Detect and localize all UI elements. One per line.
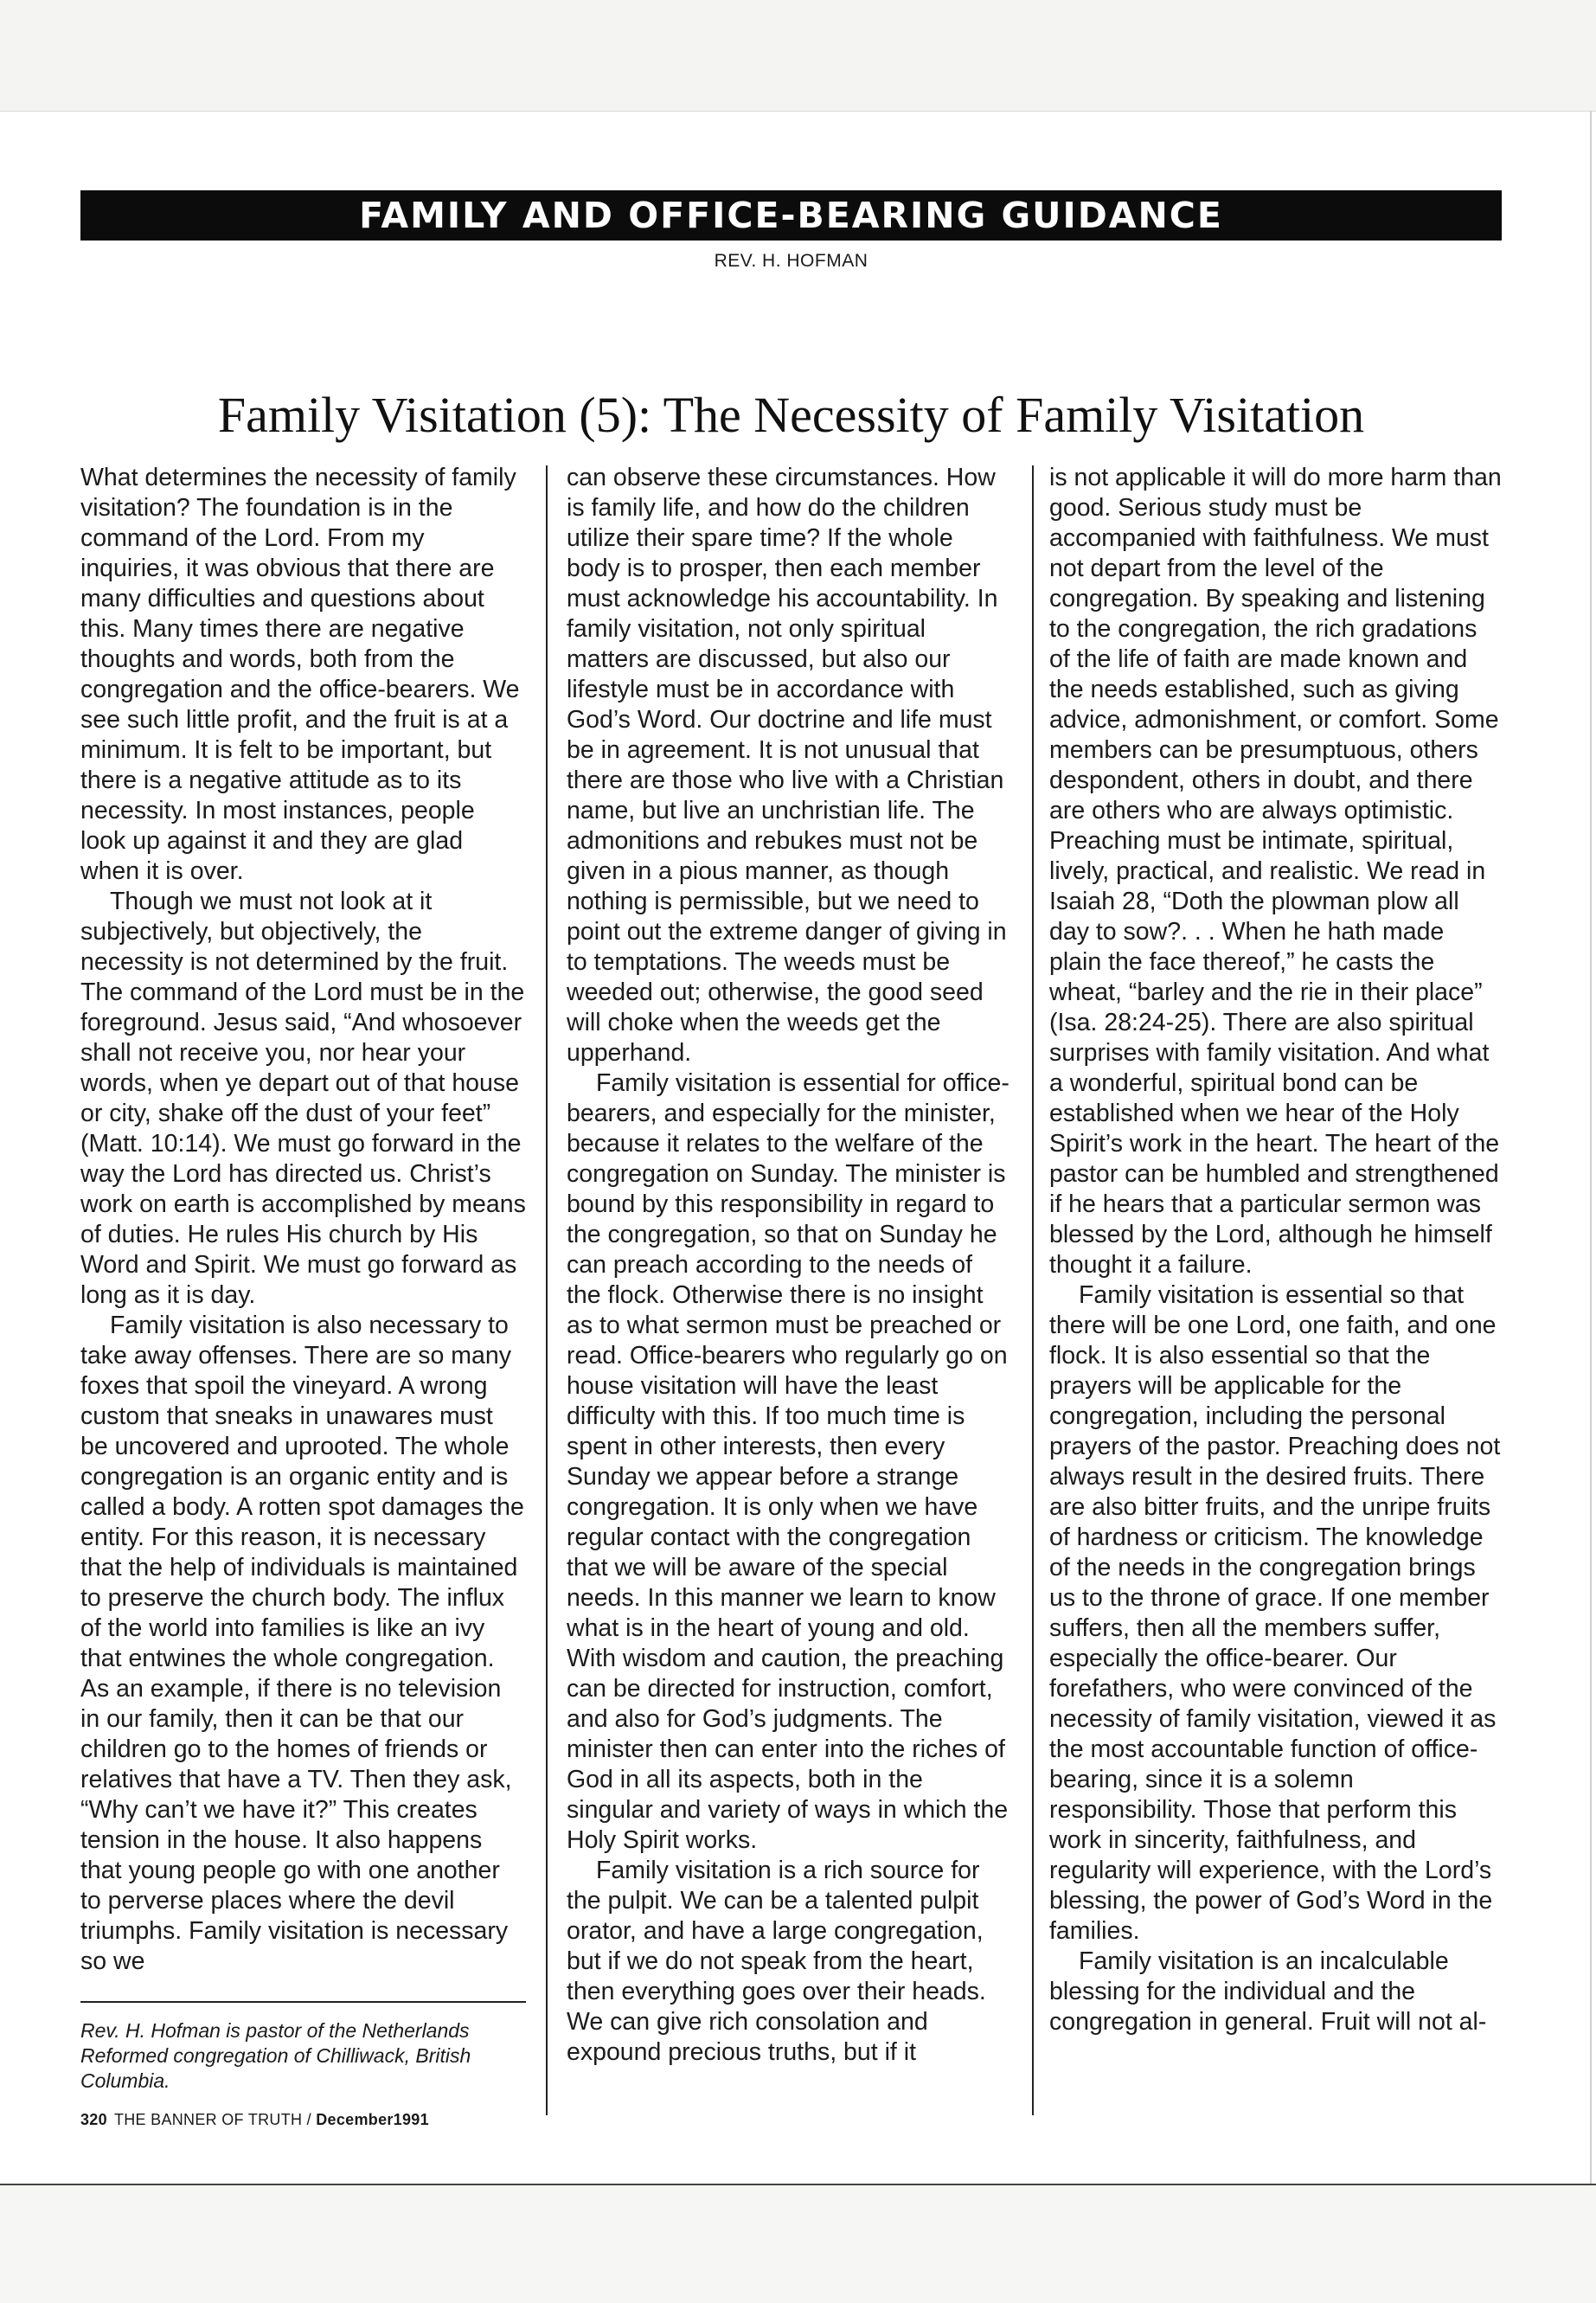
text-column-1 xyxy=(80,463,526,1977)
paragraph: Family visitation is essential so that there will be one Lord, one faith, and one flock. It is also essential so that the prayers will be applicable for the congregation, including the personal prayers of the pastor. Preaching does not always result in the desired fruits. There are also bitter fruits, and the unripe fruits of hardness or criticism. The knowledge of the needs in the congregation brings us to the throne of grace. If one member suffers, then all the members suffer, especially the office-bearer. Our forefathers, who were convinced of the necessity of family visitation, viewed it as the most accountable function of office-bearing, since it is a solemn responsibility. Those that perform this work in sincerity, faithfulness, and regularity will experience, with the Lord’s blessing, the power of God’s Word in the families. xyxy=(1049,1281,1501,1945)
footnote-divider xyxy=(80,2001,526,2003)
column-divider xyxy=(1032,465,1034,2115)
column-divider xyxy=(546,465,548,2115)
paragraph: Family visitation is an incalculable blessing for the individual and the congregation in general. Fruit will not al- xyxy=(1049,1947,1487,2036)
author-footnote: Rev. H. Hofman is pastor of the Netherlands Reformed congregation of Chilliwack, British Columbia. xyxy=(80,2019,471,2092)
paragraph: Family visitation is a rich source for the pulpit. We can be a talented pulpit orator, and have a large congregation, but if we do not speak from the heart, then everything goes over their heads. We can give rich consolation and expound precious truths, but if it xyxy=(567,1857,986,2066)
scan-edge-right xyxy=(1590,111,1592,2184)
scan-margin-bottom xyxy=(0,2184,1596,2303)
page-number: 320 xyxy=(80,2111,107,2128)
paragraph: Though we must not look at it subjectively, but objectively, the necessity is not determined by the fruit. The command of the Lord must be in the foreground. Jesus said, “And whosoever shall not receive you, nor hear your words, when ye depart out of that house or city, shake off the dust of your feet” (Matt. 10:14). We must go forward in the way the Lord has directed us. Christ’s work on earth is accomplished by means of duties. He rules His church by His Word and Spirit. We must go forward as long as it is day. xyxy=(80,888,526,1309)
section-banner: FAMILY AND OFFICE-BEARING GUIDANCE xyxy=(80,190,1502,241)
paragraph: What determines the necessity of family visitation? The foundation is in the command of the Lord. From my inquiries, it was obvious that there are many difficulties and questions about this. Many times there are negative thoughts and words, both from the congregation and the office-bearers. We see such little profit, and the fruit is at a minimum. It is felt to be important, but there is a negative attitude as to its necessity. In most instances, people look up against it and they are glad when it is over. xyxy=(80,464,520,885)
page-footer xyxy=(80,2111,859,2129)
author-byline: REV. H. HOFMAN xyxy=(714,251,869,271)
paragraph: Family visitation is also necessary to take away offenses. There are so many foxes that spoil the vineyard. A wrong custom that sneaks in unawares must be uncovered and uprooted. The whole congregation is an organic entity and is called a body. A rotten spot damages the entity. For this reason, it is necessary that the help of individuals is maintained to preserve the church body. The influx of the world into families is like an ivy that entwines the whole congregation. As an example, if there is no television in our family, then it can be that our children go to the homes of friends or relatives that have a TV. Then they ask, “Why can’t we have it?” This creates tension in the house. It also happens that young people go with one another to perverse places where the devil triumphs. Family visitation is necessary so we xyxy=(80,1312,524,1975)
paragraph: can observe these circumstances. How is family life, and how do the children utilize their spare time? If the whole body is to prosper, then each member must acknowledge his accountability. In family visitation, not only spiritual matters are discussed, but also our lifestyle must be in accordance with God’s Word. Our doctrine and life must be in agreement. It is not unusual that there are those who live with a Christian name, but live an unchristian life. The admonitions and rebukes must not be given in a pious manner, as though nothing is permissible, but we need to point out the extreme danger of giving in to temptations. The weeds must be weeded out; otherwise, the good seed will choke when the weeds get the upperhand. xyxy=(567,464,1007,1067)
issue-date: December1991 xyxy=(316,2111,429,2128)
paragraph: Family visitation is essential for office-bearers, and especially for the minister, because it relates to the welfare of the congregation on Sunday. The minister is bound by this responsibility in regard to the congregation, so that on Sunday he can preach according to the needs of the flock. Otherwise there is no insight as to what sermon must be preached or read. Office-bearers who regularly go on house visitation will have the least difficulty with this. If too much time is spent in other interests, then every Sunday we appear before a strange congregation. It is only when we have regular contact with the congregation that we will be aware of the special needs. In this manner we learn to know what is in the heart of young and old. With wisdom and caution, the preaching can be directed for instruction, comfort, and also for God’s judgments. The minister then can enter into the riches of God in all its aspects, both in the singular and variety of ways in which the Holy Spirit works. xyxy=(567,1069,1010,1854)
publication-name: THE BANNER OF TRUTH / xyxy=(113,2111,311,2128)
paragraph: is not applicable it will do more harm than good. Serious study must be accompanied with faithfulness. We must not depart from the level of the congregation. By speaking and listening to the congregation, the rich gradations of the life of faith are made known and the needs established, such as giving advice, admonishment, or comfort. Some members can be presumptuous, others despondent, others in doubt, and there are others who are always optimistic. Preaching must be intimate, spiritual, lively, practical, and realistic. We read in Isaiah 28, “Doth the plowman plow all day to sow?. . . When he hath made plain the face thereof,” he casts the wheat, “barley and the rie in their place” (Isa. 28:24-25). There are also spiritual surprises with family visitation. And what a wonderful, spiritual bond can be established when we hear of the Holy Spirit’s work in the heart. The heart of the pastor can be humbled and strengthened if he hears that a particular sermon was blessed by the Lord, although he himself thought it a failure. xyxy=(1049,464,1502,1279)
article-title: Family Visitation (5): The Necessity of Family Visitation xyxy=(217,387,1365,443)
text-column-3 xyxy=(1049,463,1502,2037)
text-column-2 xyxy=(567,463,1012,2068)
scan-margin-top xyxy=(0,0,1596,112)
